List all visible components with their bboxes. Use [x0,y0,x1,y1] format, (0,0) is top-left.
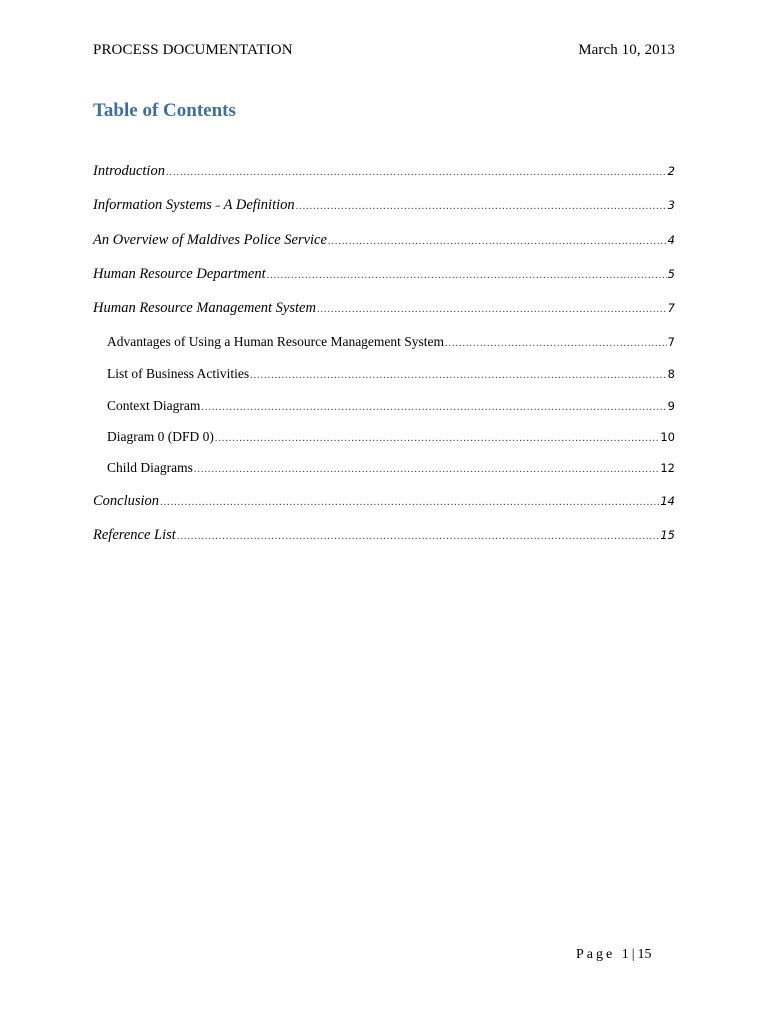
toc-entry-page: 7 [667,335,675,349]
toc-entry-context-diagram[interactable] [107,398,675,414]
toc-entry-hrm-system[interactable] [93,300,675,317]
toc-leader-dots [317,304,667,315]
footer-separator: | [631,947,635,962]
toc-entry-label: Child Diagrams [107,460,193,475]
toc-leader-dots [166,167,667,178]
toc-entry-label: Human Resource Management System [93,300,316,316]
toc-entry-label: List of Business Activities [107,366,250,381]
toc-entry-page: 7 [667,301,675,315]
toc-entry-label: Advantages of Using a Human Resource Management System [107,334,445,349]
toc-entry-label: Information Systems ˗ A Definition [93,197,295,213]
toc-entry-label: Diagram 0 (DFD 0) [107,429,214,444]
toc-leader-dots [445,338,667,349]
toc-leader-dots [160,497,659,508]
toc-leader-dots [250,370,667,381]
toc-leader-dots [267,270,667,281]
toc-entry-page: 3 [667,198,675,212]
toc-entry-maldives-police-overview[interactable] [93,232,675,249]
toc-entry-page: 9 [667,399,675,413]
toc-entry-conclusion[interactable] [93,493,675,510]
footer-page-number: 1 [621,947,632,962]
toc-entry-introduction[interactable] [93,163,675,180]
toc-entry-reference-list[interactable] [93,527,675,544]
toc-entry-label: Context Diagram [107,398,201,413]
toc-entry-label: An Overview of Maldives Police Service [93,232,327,248]
toc-entry-advantages-hrms[interactable] [107,334,675,350]
toc-entry-page: 4 [667,233,675,247]
toc-entry-page: 15 [660,528,675,542]
header-date: March 10, 2013 [578,42,675,58]
toc-entry-business-activities[interactable] [107,366,675,382]
toc-leader-dots [177,531,660,542]
toc-entry-page: 12 [660,461,675,475]
toc-entry-page: 5 [667,267,675,281]
toc-entry-label: Conclusion [93,493,160,509]
toc-entry-label: Human Resource Department [93,266,266,282]
toc-leader-dots [328,236,667,247]
toc-entry-page: 8 [667,367,675,381]
toc-entry-page: 14 [660,494,675,508]
footer-page-word: Page [576,947,616,962]
page-footer [576,947,652,963]
toc-entry-label: Reference List [93,527,176,543]
toc-leader-dots [201,402,666,413]
toc-entry-page: 10 [660,430,675,444]
toc-leader-dots [194,464,659,475]
toc-heading: Table of Contents [93,100,236,121]
toc-leader-dots [215,433,660,444]
toc-entry-diagram-0[interactable] [107,429,675,445]
toc-entry-page: 2 [667,164,675,178]
footer-total-pages: 15 [637,947,652,962]
toc-entry-label: Introduction [93,163,165,179]
page-header [93,42,675,59]
toc-entry-human-resource-department[interactable] [93,266,675,283]
header-document-title: PROCESS DOCUMENTATION [93,42,293,58]
toc-entry-child-diagrams[interactable] [107,460,675,476]
toc-entry-information-systems[interactable] [93,197,675,214]
toc-leader-dots [296,201,667,212]
